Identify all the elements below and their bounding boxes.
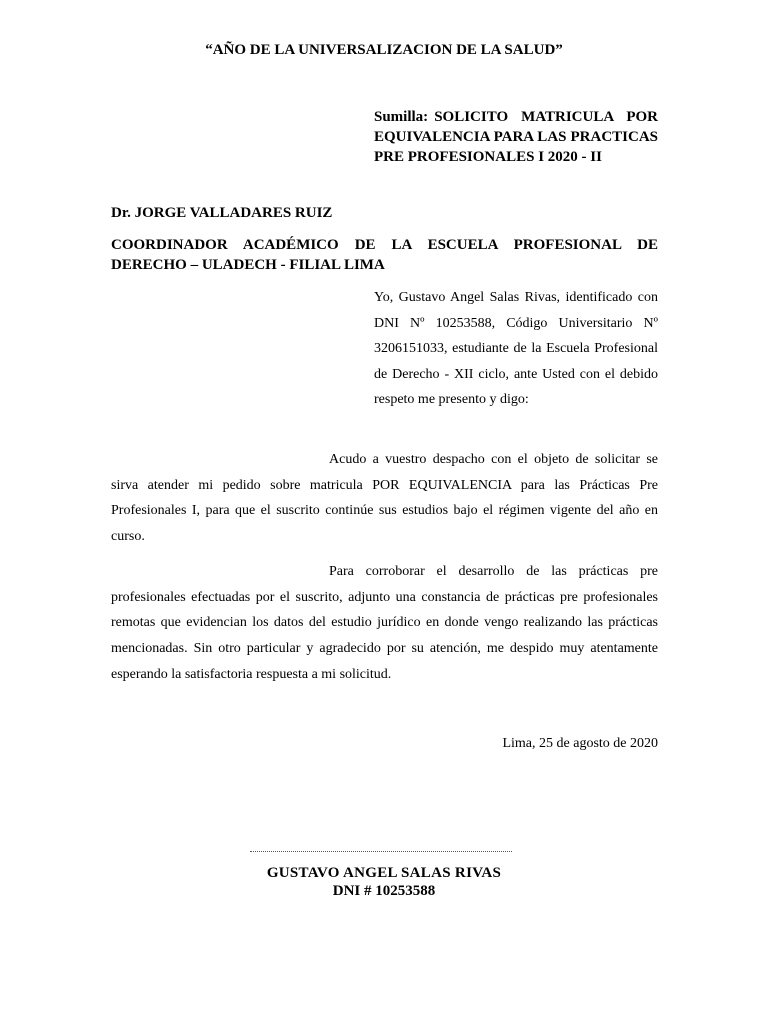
document-motto: “AÑO DE LA UNIVERSALIZACION DE LA SALUD” — [205, 42, 563, 58]
addressee-name: Dr. JORGE VALLADARES RUIZ — [111, 205, 333, 221]
signatory-name: GUSTAVO ANGEL SALAS RIVAS — [266, 865, 502, 881]
addressee-title: COORDINADOR ACADÉMICO DE LA ESCUELA PROFESIONAL DE DERECHO – ULADECH - FILIAL LIMA — [111, 237, 658, 273]
body-paragraph-request: Acudo a vuestro despacho con el objeto de solicitar se sirva atender mi pedido sobre matricula POR EQUIVALENCIA para las Prácticas Pre Profesionales I, para que el suscrito continúe sus estudios bajo el régimen vigente del año en curso. — [111, 452, 658, 545]
sumilla-label: Sumilla: — [374, 109, 429, 125]
sumilla-text: SOLICITO MATRICULA POR EQUIVALENCIA PARA LAS PRACTICAS PRE PROFESIONALES I 2020 - II — [374, 109, 658, 165]
place-date: Lima, 25 de agosto de 2020 — [502, 736, 658, 751]
body-paragraph-evidence: Para corroborar el desarrollo de las prácticas pre profesionales efectuadas por el suscrito, adjunto una constancia de prácticas pre profesionales remotas que evidencian los datos del estudio jurídico en donde vengo realizando las prácticas mencionadas. Sin otro particular y agradecido por su atención, me despido muy atentamente esperando la satisfactoria respuesta a mi solicitud. — [111, 564, 658, 682]
intro-paragraph: Yo, Gustavo Angel Salas Rivas, identificado con DNI Nº 10253588, Código Universitario Nº 3206151033, estudiante de la Escuela Profesional de Derecho - XII ciclo, ante Usted con el debido respeto me presento y digo: — [374, 290, 658, 407]
signatory-dni: DNI # 10253588 — [332, 883, 436, 899]
signature-line — [250, 851, 512, 852]
sumilla-block — [374, 107, 658, 167]
